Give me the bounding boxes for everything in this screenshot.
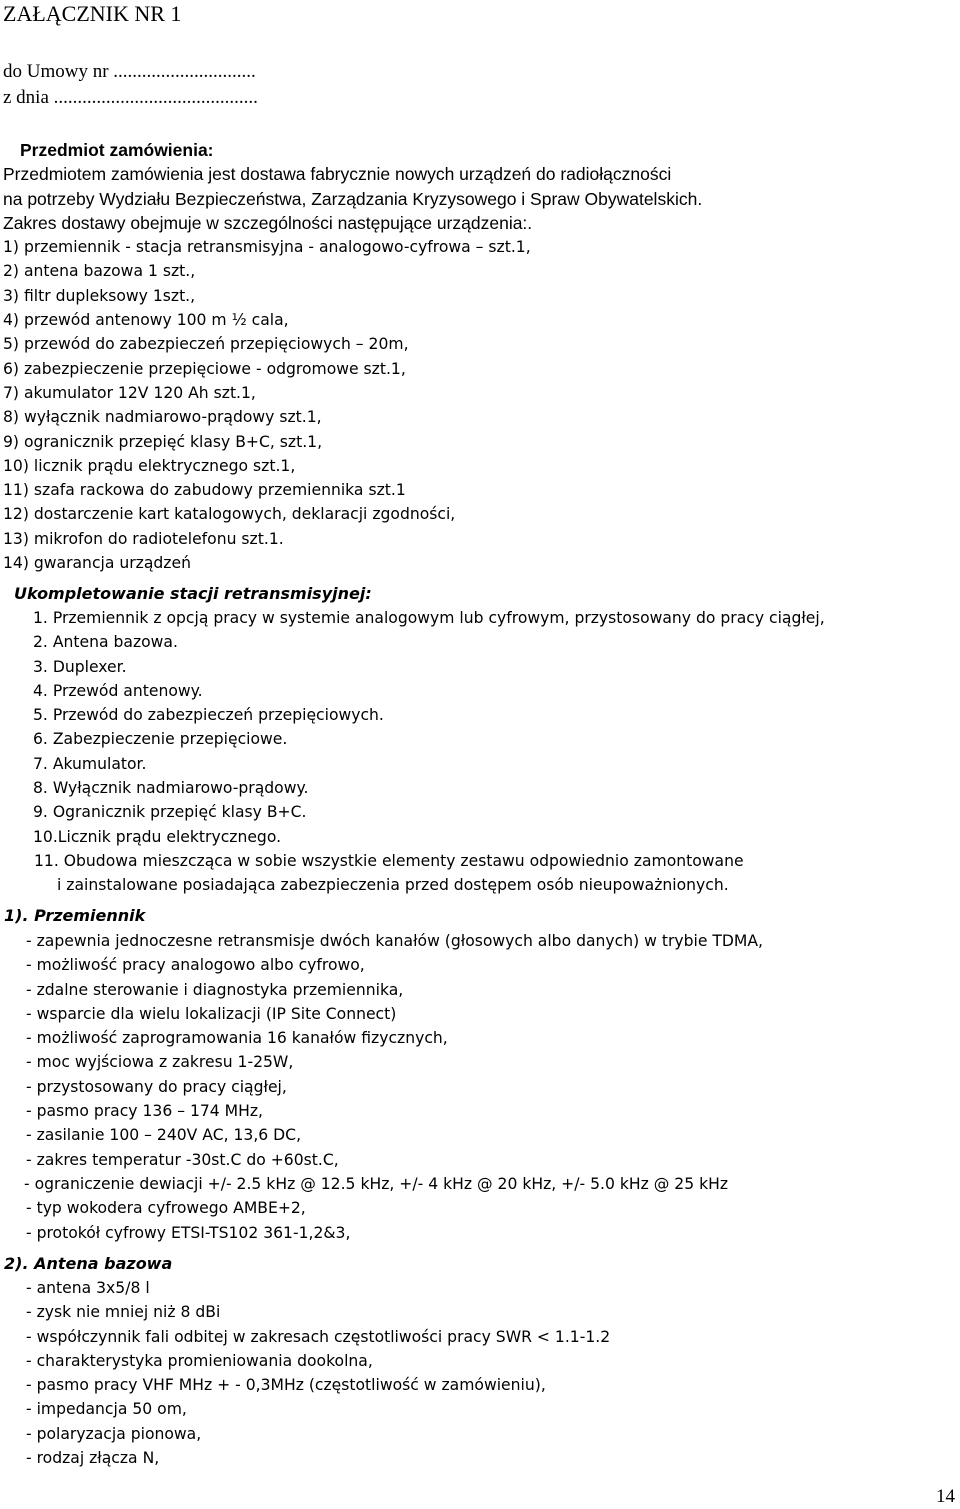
intro-item: 9) ogranicznik przepięć klasy B+C, szt.1, <box>3 432 323 451</box>
intro-heading: Przedmiot zamówienia: <box>20 140 214 160</box>
intro-line: Przedmiotem zamówienia jest dostawa fabrycznie nowych urządzeń do radiołączności <box>3 164 672 185</box>
intro-item: 13) mikrofon do radiotelefonu szt.1. <box>3 529 284 548</box>
list-item: - zakres temperatur -30st.C do +60st.C, <box>26 1150 339 1169</box>
list-item: - zysk nie mniej niż 8 dBi <box>26 1303 221 1322</box>
list-item: - pasmo pracy 136 – 174 MHz, <box>26 1102 263 1121</box>
list-item: - rodzaj złącza N, <box>26 1449 160 1468</box>
list-item: - charakterystyka promieniowania dookolna, <box>26 1351 373 1370</box>
intro-item: 11) szafa rackowa do zabudowy przemiennika szt.1 <box>3 481 406 500</box>
list-item: 2. Antena bazowa. <box>33 633 178 652</box>
intro-line: na potrzeby Wydziału Bezpieczeństwa, Zarządzania Kryzysowego i Spraw Obywatelskich. <box>3 188 703 209</box>
list-item: - ograniczenie dewiacji +/- 2.5 kHz @ 12.5 kHz, +/- 4 kHz @ 20 kHz, +/- 5.0 kHz @ 25 kHz <box>24 1174 729 1193</box>
intro-item: 7) akumulator 12V 120 Ah szt.1, <box>3 383 256 402</box>
page-number: 14 <box>936 1486 955 1507</box>
list-item: - zdalne sterowanie i diagnostyka przemiennika, <box>26 980 404 999</box>
antena-heading: 2). Antena bazowa <box>4 1254 173 1273</box>
intro-item: 4) przewód antenowy 100 m ½ cala, <box>3 311 289 330</box>
list-item: 4. Przewód antenowy. <box>33 681 203 700</box>
przemiennik-heading: 1). Przemiennik <box>4 906 146 925</box>
contract-number-line: do Umowy nr .............................. <box>3 61 256 82</box>
intro-item: 12) dostarczenie kart katalogowych, deklaracji zgodności, <box>3 505 456 524</box>
intro-item: 3) filtr dupleksowy 1szt., <box>3 286 196 305</box>
list-item: - współczynnik fali odbitej w zakresach częstotliwości pracy SWR < 1.1-1.2 <box>26 1327 611 1346</box>
intro-item: 2) antena bazowa 1 szt., <box>3 262 196 281</box>
list-item: - protokół cyfrowy ETSI-TS102 361-1,2&3, <box>26 1223 351 1242</box>
ukompletowanie-list <box>33 606 825 898</box>
list-item: - pasmo pracy VHF MHz + - 0,3MHz (częstotliwość w zamówieniu), <box>26 1376 546 1395</box>
ukompletowanie-heading: Ukompletowanie stacji retransmisyjnej: <box>14 584 372 603</box>
list-item: 9. Ogranicznik przepięć klasy B+C. <box>33 803 307 822</box>
list-item: - wsparcie dla wielu lokalizacji (IP Site Connect) <box>26 1004 397 1023</box>
intro-item: 1) przemiennik - stacja retransmisyjna - analogowo-cyfrowa – szt.1, <box>3 238 531 257</box>
list-item: 10.Licznik prądu elektrycznego. <box>33 827 282 846</box>
list-item: 8. Wyłącznik nadmiarowo-prądowy. <box>33 779 309 798</box>
przemiennik-list <box>26 929 763 1245</box>
intro-line: Zakres dostawy obejmuje w szczególności następujące urządzenia:. <box>3 212 533 233</box>
list-item: - impedancja 50 om, <box>26 1400 187 1419</box>
list-item: 6. Zabezpieczenie przepięciowe. <box>33 730 288 749</box>
list-item: - przystosowany do pracy ciągłej, <box>26 1077 287 1096</box>
list-item: - możliwość pracy analogowo albo cyfrowo, <box>26 956 365 975</box>
list-item: - polaryzacja pionowa, <box>26 1424 202 1443</box>
intro-section <box>3 138 953 575</box>
list-item: 1. Przemiennik z opcją pracy w systemie analogowym lub cyfrowym, przystosowany do pracy ciągłej, <box>33 609 825 627</box>
list-item: 7. Akumulator. <box>33 754 147 773</box>
antena-list <box>26 1276 610 1470</box>
list-item: 11. Obudowa mieszcząca w sobie wszystkie elementy zestawu odpowiednio zamontowane <box>34 851 744 870</box>
contract-date-line: z dnia ........................................... <box>3 87 258 108</box>
intro-item: 14) gwarancja urządzeń <box>3 554 191 573</box>
list-item: - zapewnia jednoczesne retransmisje dwóch kanałów (głosowych albo danych) w trybie TDMA, <box>26 932 763 950</box>
list-item: - antena 3x5/8 l <box>26 1279 150 1297</box>
intro-item: 5) przewód do zabezpieczeń przepięciowych – 20m, <box>3 335 409 354</box>
list-item: 5. Przewód do zabezpieczeń przepięciowych. <box>33 706 384 725</box>
intro-item: 6) zabezpieczenie przepięciowe - odgromowe szt.1, <box>3 359 406 378</box>
list-item-continuation: i zainstalowane posiadająca zabezpieczenia przed dostępem osób nieupoważnionych. <box>57 876 729 895</box>
list-item: - zasilanie 100 – 240V AC, 13,6 DC, <box>26 1126 302 1145</box>
list-item: - moc wyjściowa z zakresu 1-25W, <box>26 1053 294 1072</box>
list-item: - możliwość zaprogramowania 16 kanałów fizycznych, <box>26 1029 448 1048</box>
document-title: ZAŁĄCZNIK NR 1 <box>3 1 182 26</box>
list-item: - typ wokodera cyfrowego AMBE+2, <box>26 1199 306 1218</box>
list-item: 3. Duplexer. <box>33 657 127 676</box>
intro-item: 10) licznik prądu elektrycznego szt.1, <box>3 456 296 475</box>
intro-item: 8) wyłącznik nadmiarowo-prądowy szt.1, <box>3 408 322 427</box>
